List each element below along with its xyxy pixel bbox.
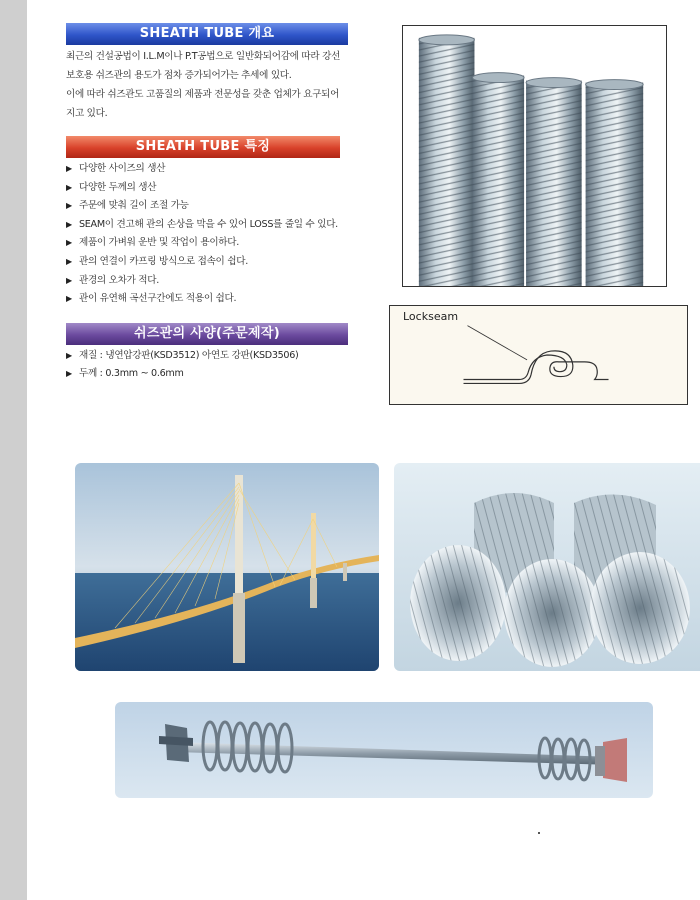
spec-item: ▶ 재질 : 냉연압강판(KSD3512) 아연도 강판(KSD3506) [66, 347, 366, 365]
lockseam-diagram [389, 305, 688, 405]
duct-tubes-photo [394, 463, 700, 671]
bullet-icon: ▶ [66, 351, 72, 360]
anchor-spiral-photo [115, 702, 653, 798]
side-strip [0, 0, 27, 900]
bullet-icon: ▶ [66, 275, 72, 285]
feature-item: ▶ SEAM이 견고해 관의 손상을 막을 수 있어 LOSS를 줄일 수 있다. [66, 216, 366, 235]
spec-heading: 쉬즈관의 사양(주문제작) [66, 323, 348, 345]
bullet-icon: ▶ [66, 219, 72, 229]
overview-line: 지고 있다. [66, 108, 108, 119]
features-list [66, 160, 366, 309]
bullet-icon: ▶ [66, 164, 72, 173]
bullet-icon: ▶ [66, 182, 72, 192]
spec-item: ▶ 두께 : 0.3mm ~ 0.6mm [66, 365, 366, 383]
feature-item: ▶ 관의 연결이 카프링 방식으로 접속이 쉽다. [66, 253, 366, 272]
bullet-icon: ▶ [66, 256, 72, 266]
bullet-icon: ▶ [66, 369, 72, 378]
overview-line: 최근의 건설공법이 I.L.M이나 P.T공법으로 일반화되어감에 따라 강선 [66, 51, 341, 62]
spec-list [66, 347, 366, 383]
bullet-icon: ▶ [66, 201, 72, 211]
overview-paragraph [66, 47, 356, 123]
overview-line: 보호용 쉬즈관의 용도가 점차 증가되어가는 추세에 있다. [66, 70, 292, 81]
overview-heading: SHEATH TUBE 개요 [66, 23, 348, 45]
lockseam-label: Lockseam [403, 310, 459, 323]
features-heading: SHEATH TUBE 특징 [66, 136, 340, 158]
feature-item: ▶ 주문에 맞춰 길이 조절 가능 [66, 197, 366, 216]
bullet-icon: ▶ [66, 238, 72, 248]
feature-item: ▶ 관경의 오차가 적다. [66, 272, 366, 291]
feature-item: ▶ 관이 유연해 곡선구간에도 적용이 쉽다. [66, 290, 366, 309]
dot-mark [538, 832, 540, 834]
bridge-photo [75, 463, 379, 671]
bullet-icon: ▶ [66, 294, 72, 304]
sheath-tubes-photo [402, 25, 667, 287]
feature-item: ▶ 제품이 가벼워 운반 및 작업이 용이하다. [66, 234, 366, 253]
feature-item: ▶ 다양한 두께의 생산 [66, 179, 366, 198]
overview-line: 이에 따라 쉬즈관도 고품질의 제품과 전문성을 갖춘 업체가 요구되어 [66, 89, 340, 100]
feature-item: ▶ 다양한 사이즈의 생산 [66, 160, 366, 179]
